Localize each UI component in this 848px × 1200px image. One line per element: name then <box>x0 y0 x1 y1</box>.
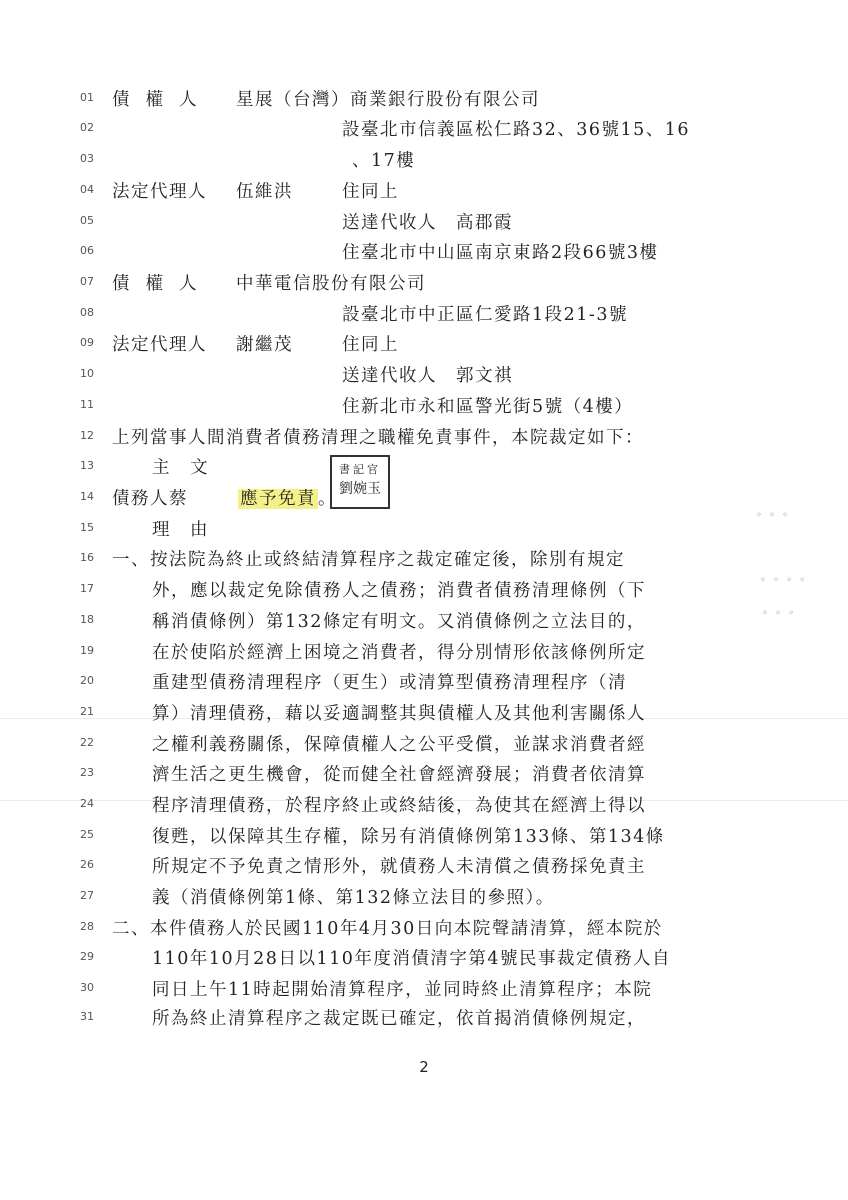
body-line: 重建型債務清理程序（更生）或清算型債務清理程序（清 <box>152 673 627 693</box>
line-number: 06 <box>80 244 94 257</box>
line-number: 02 <box>80 121 94 134</box>
party-address: 設臺北市中正區仁愛路1段21-3號 <box>342 305 628 325</box>
ruling-line <box>112 485 337 510</box>
seal-name: 劉婉玉 <box>339 481 381 497</box>
line-number: 28 <box>80 920 94 933</box>
line-number: 03 <box>80 152 94 165</box>
ruling-suffix: 。 <box>318 489 337 509</box>
service-agent: 送達代收人 高郡霞 <box>342 213 513 233</box>
body-line: 程序清理債務，於程序終止或終結後，為使其在經濟上得以 <box>152 796 646 816</box>
clerk-seal-stamp <box>330 455 390 509</box>
body-line: 同日上午11時起開始清算程序，並同時終止清算程序；本院 <box>152 980 653 1000</box>
line-number: 21 <box>80 705 94 718</box>
line-number: 17 <box>80 582 94 595</box>
line-number: 26 <box>80 858 94 871</box>
line-number: 19 <box>80 644 94 657</box>
body-line: 外，應以裁定免除債務人之債務；消費者債務清理條例（下 <box>152 581 646 601</box>
body-line: 濟生活之更生機會，從而健全社會經濟發展；消費者依清算 <box>152 765 646 785</box>
line-number: 13 <box>80 459 94 472</box>
body-line: 之權利義務關係，保障債權人之公平受償，並謀求消費者經 <box>152 735 646 755</box>
line-number: 31 <box>80 1010 94 1023</box>
body-line: 二、本件債務人於民國110年4月30日向本院聲請清算，經本院於 <box>112 919 663 939</box>
party-name: 中華電信股份有限公司 <box>236 274 426 294</box>
punch-hole-marks: ◦ ◦ ◦ ◦ <box>760 575 808 586</box>
line-number: 11 <box>80 398 94 411</box>
body-line: 算）清理債務，藉以妥適調整其與債權人及其他利害關係人 <box>152 704 646 724</box>
line-number: 16 <box>80 551 94 564</box>
line-number: 23 <box>80 766 94 779</box>
line-number: 10 <box>80 367 94 380</box>
body-line: 復甦，以保障其生存權，除另有消債條例第133條、第134條 <box>152 827 665 847</box>
representative-name: 謝繼茂 <box>236 335 293 355</box>
line-number: 24 <box>80 797 94 810</box>
punch-hole-marks: ◦ ◦ ◦ <box>756 510 791 521</box>
representative-name: 伍維洪 <box>236 182 293 202</box>
line-number: 12 <box>80 429 94 442</box>
line-number: 29 <box>80 950 94 963</box>
seal-title: 書記官 <box>339 463 381 476</box>
intro-line: 上列當事人間消費者債務清理之職權免責事件，本院裁定如下： <box>112 428 644 448</box>
line-number: 15 <box>80 521 94 534</box>
line-number: 22 <box>80 736 94 749</box>
ruling-highlight: 應予免責 <box>240 489 316 509</box>
party-role: 債權人 <box>112 90 213 110</box>
page-number: 2 <box>419 1058 429 1076</box>
section-heading: 主 文 <box>152 458 209 478</box>
body-line: 所規定不予免責之情形外，就債務人未清償之債務採免責主 <box>152 857 646 877</box>
party-address: 、17樓 <box>352 151 416 171</box>
party-role: 法定代理人 <box>112 182 207 202</box>
body-line: 一、按法院為終止或終結清算程序之裁定確定後，除別有規定 <box>112 550 625 570</box>
line-number: 01 <box>80 91 94 104</box>
line-number: 18 <box>80 613 94 626</box>
party-address: 住同上 <box>342 182 399 202</box>
line-number: 14 <box>80 490 94 503</box>
party-name: 星展（台灣）商業銀行股份有限公司 <box>236 90 540 110</box>
party-address: 設臺北市信義區松仁路32、36號15、16 <box>342 120 691 140</box>
ruling-prefix: 債務人蔡 <box>112 489 188 509</box>
punch-hole-marks: ◦ ◦ ◦ <box>762 608 797 619</box>
body-line: 在於使陷於經濟上困境之消費者，得分別情形依該條例所定 <box>152 643 646 663</box>
line-number: 30 <box>80 981 94 994</box>
line-number: 08 <box>80 306 94 319</box>
body-line: 稱消債條例）第132條定有明文。又消債條例之立法目的， <box>152 612 646 632</box>
line-number: 27 <box>80 889 94 902</box>
body-line: 110年10月28日以110年度消債清字第4號民事裁定債務人自 <box>152 949 671 969</box>
body-line: 所為終止清算程序之裁定既已確定，依首揭消債條例規定， <box>152 1009 646 1029</box>
party-role: 法定代理人 <box>112 335 207 355</box>
line-number: 25 <box>80 828 94 841</box>
party-address: 住新北市永和區警光街5號（4樓） <box>342 397 634 417</box>
line-number: 09 <box>80 336 94 349</box>
line-number: 07 <box>80 275 94 288</box>
party-address: 住同上 <box>342 335 399 355</box>
line-number: 20 <box>80 674 94 687</box>
line-number: 05 <box>80 214 94 227</box>
body-line: 義（消債條例第1條、第132條立法目的參照）。 <box>152 888 555 908</box>
party-role: 債權人 <box>112 274 213 294</box>
section-heading: 理 由 <box>152 520 209 540</box>
line-number: 04 <box>80 183 94 196</box>
party-address: 住臺北市中山區南京東路2段66號3樓 <box>342 243 659 263</box>
service-agent: 送達代收人 郭文祺 <box>342 366 513 386</box>
